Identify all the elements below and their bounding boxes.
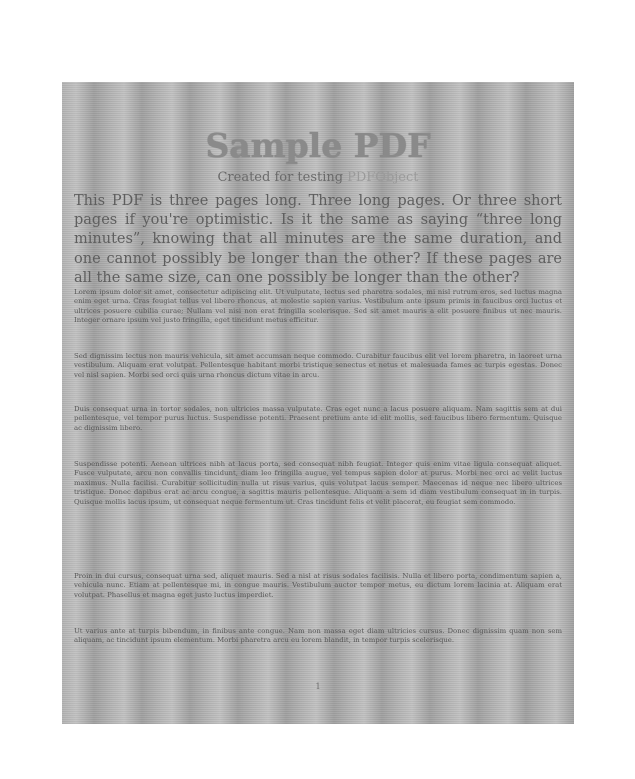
body-paragraph: Duis consequat urna in tortor sodales, non ultricies massa vulputate. Cras eget nunc a lacus posuere aliquam. Nam sagittis sem at dui pellentesque, vel tempor purus luctus. Suspendisse potenti. Praesent pretium ante id elit mollis, sed faucibus libero fermentum. Quisque ac dignissim libero.	[74, 405, 562, 432]
body-paragraph: Ut varius ante at turpis bibendum, in finibus ante congue. Nam non massa eget diam ultricies cursus. Donec dignissim quam non sem aliquam, ac tincidunt ipsum elementum. Morbi pharetra arcu eu lorem blandit, in tempor turpis scelerisque.	[74, 627, 562, 645]
body-paragraph: Suspendisse potenti. Aenean ultrices nibh at lacus porta, sed consequat nibh feugiat. Integer quis enim vitae ligula consequat aliquet. Fusce vulputate, arcu non convallis tincidunt, diam leo fringilla augue, vel tempus sapien dolor at purus. Morbi nec orci ac velit luctus maximus. Nulla facilisi. Curabitur sollicitudin nulla ut risus varius, quis volutpat lacus semper. Maecenas id neque nec libero ultrices tristique. Donec dapibus erat ac arcu congue, a sagittis mauris pellentesque. Aliquam a sem id diam vestibulum consequat in in turpis. Quisque mollis lacus ipsum, ut consequat neque fermentum ut. Cras tincidunt felis et velit placerat, eu feugiat sem commodo.	[74, 460, 562, 506]
intro-paragraph: This PDF is three pages long. Three long pages. Or three short pages if you're optimistic. Is it the same as saying “three long minutes”, knowing that all minutes are the same duration, and one cannot possibly be longer than the other? If these pages are all the same size, can one possibly be longer than the other?	[74, 193, 562, 286]
body-paragraph: Proin in dui cursus, consequat urna sed, aliquet mauris. Sed a nisl at risus sodales facilisis. Nulla et libero porta, condimentum sapien a, vehicula nunc. Etiam at pellentesque mi, in congue mauris. Vestibulum auctor tempor metus, eu dictum lorem lacinia at. Aliquam erat volutpat. Phasellus et magna eget justo luctus imperdiet.	[74, 572, 562, 599]
subtitle-text: Created for testing	[217, 170, 344, 185]
pdf-page	[62, 82, 574, 724]
page-number: 1	[315, 682, 321, 691]
body-paragraph: Lorem ipsum dolor sit amet, consectetur adipiscing elit. Ut vulputate, lectus sed pharetra sodales, mi nisl rutrum eros, sed luctus magna enim eget urna. Cras feugiat tellus vel libero rhoncus, at molestie sapien varius. Vestibulum ante ipsum primis in faucibus orci luctus et ultrices posuere cubilia curae; Nullam vel nisi non erat fringilla scelerisque. Sed sit amet mauris a elit posuere finibus ut nec mauris. Integer ornare ipsum vel justo fringilla, eget tincidunt metus efficitur.	[74, 288, 562, 325]
page-subtitle	[62, 170, 574, 185]
subtitle-link[interactable]: PDFObject	[347, 170, 419, 185]
page-title: Sample PDF	[205, 126, 431, 165]
body-paragraph: Sed dignissim lectus non mauris vehicula, sit amet accumsan neque commodo. Curabitur faucibus elit vel lorem pharetra, in laoreet urna vestibulum. Aliquam erat volutpat. Pellentesque habitant morbi tristique senectus et netus et malesuada fames ac turpis egestas. Donec vel nisl sapien. Morbi sed orci quis urna rhoncus dictum vitae in arcu.	[74, 352, 562, 379]
